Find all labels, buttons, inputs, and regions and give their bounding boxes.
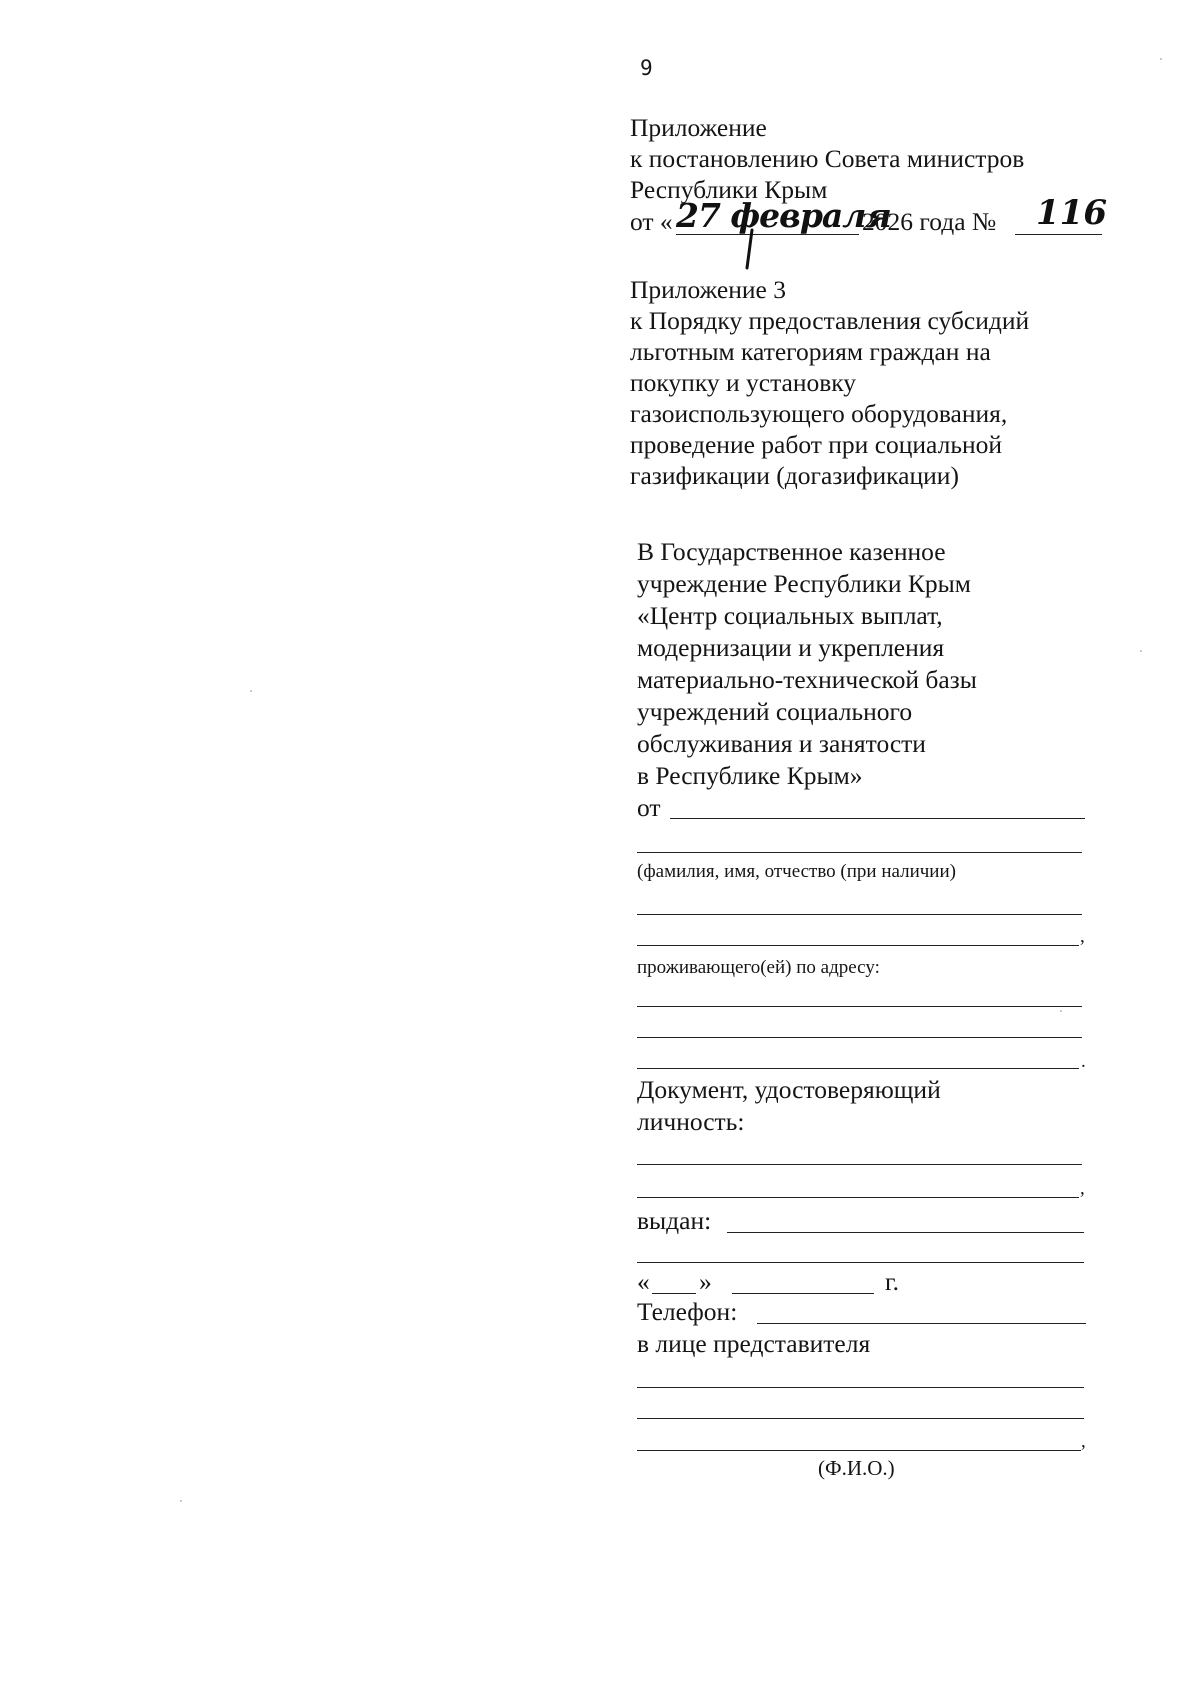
handwriting-stroke	[740, 228, 760, 272]
appendix-3-line: покупку и установку	[630, 368, 857, 397]
id-document-field-line[interactable]	[637, 1164, 1082, 1165]
id-document-field-line[interactable]	[637, 1197, 1079, 1198]
addressee-line: В Государственное казенное	[637, 537, 946, 566]
addressee-line: материально-технической базы	[637, 665, 977, 694]
day-field-line[interactable]	[652, 1293, 696, 1294]
address-field-line[interactable]	[637, 1006, 1082, 1007]
date-close-quote: »	[699, 1267, 712, 1296]
month-field-line[interactable]	[732, 1293, 874, 1294]
scan-speck	[1140, 650, 1142, 652]
comma-mark: ,	[1080, 1178, 1085, 1199]
year-suffix: г.	[885, 1267, 899, 1296]
appendix-line: Республики Крым	[630, 175, 828, 204]
representative-field-line[interactable]	[637, 1450, 1081, 1451]
representative-label: в лице представителя	[637, 1329, 871, 1358]
from-field-line[interactable]	[670, 818, 1085, 819]
phone-field-line[interactable]	[757, 1323, 1086, 1324]
year-text: 2026 года №	[862, 207, 997, 236]
comma-mark: ,	[1080, 926, 1085, 947]
scan-speck	[250, 690, 252, 692]
page-number: 9	[640, 56, 653, 80]
date-prefix: от «	[630, 207, 673, 236]
appendix-title: Приложение	[630, 113, 767, 142]
appendix-3-line: проведение работ при социальной	[630, 430, 1002, 459]
scan-speck	[1060, 1010, 1062, 1012]
fio-caption: (Ф.И.О.)	[818, 1456, 895, 1480]
issued-field-line[interactable]	[727, 1232, 1084, 1233]
from-label: от	[637, 793, 661, 822]
date-open-quote: «	[637, 1267, 650, 1296]
scan-speck	[1160, 58, 1162, 60]
address-field-line[interactable]	[637, 1037, 1082, 1038]
addressee-line: «Центр социальных выплат,	[637, 601, 943, 630]
address-caption: проживающего(ей) по адресу:	[637, 957, 880, 978]
addressee-line: модернизации и укрепления	[637, 633, 945, 662]
scan-speck	[180, 1500, 182, 1502]
handwritten-number: 116	[1036, 193, 1107, 233]
name-field-line[interactable]	[637, 914, 1082, 915]
appendix-3-line: льготным категориям граждан на	[630, 337, 991, 366]
appendix-3-line: газификации (догазификации)	[630, 461, 959, 490]
addressee-line: учреждение Республики Крым	[637, 569, 971, 598]
address-field-line[interactable]	[637, 1068, 1079, 1069]
id-document-label: Документ, удостоверяющий	[637, 1075, 941, 1104]
appendix-3-title: Приложение 3	[630, 275, 786, 304]
addressee-line: в Республике Крым»	[637, 761, 863, 790]
handwritten-date: 27 февраля	[676, 196, 891, 235]
name-field-line[interactable]	[637, 852, 1082, 853]
addressee-line: учреждений социального	[637, 697, 913, 726]
number-underline	[1015, 234, 1102, 235]
phone-label: Телефон:	[637, 1297, 738, 1326]
comma-mark: ,	[1081, 1431, 1086, 1452]
period-mark: .	[1081, 1051, 1086, 1072]
issued-label: выдан:	[637, 1206, 712, 1235]
name-field-line[interactable]	[637, 945, 1079, 946]
issued-field-line[interactable]	[637, 1262, 1084, 1263]
representative-field-line[interactable]	[637, 1387, 1084, 1388]
addressee-line: обслуживания и занятости	[637, 729, 926, 758]
appendix-line: к постановлению Совета министров	[630, 144, 1025, 173]
id-document-label: личность:	[637, 1107, 745, 1136]
appendix-3-line: к Порядку предоставления субсидий	[630, 306, 1030, 335]
name-caption: (фамилия, имя, отчество (при наличии)	[637, 861, 956, 882]
representative-field-line[interactable]	[637, 1418, 1084, 1419]
date-underline	[676, 234, 859, 235]
appendix-3-line: газоиспользующего оборудования,	[630, 399, 1008, 428]
